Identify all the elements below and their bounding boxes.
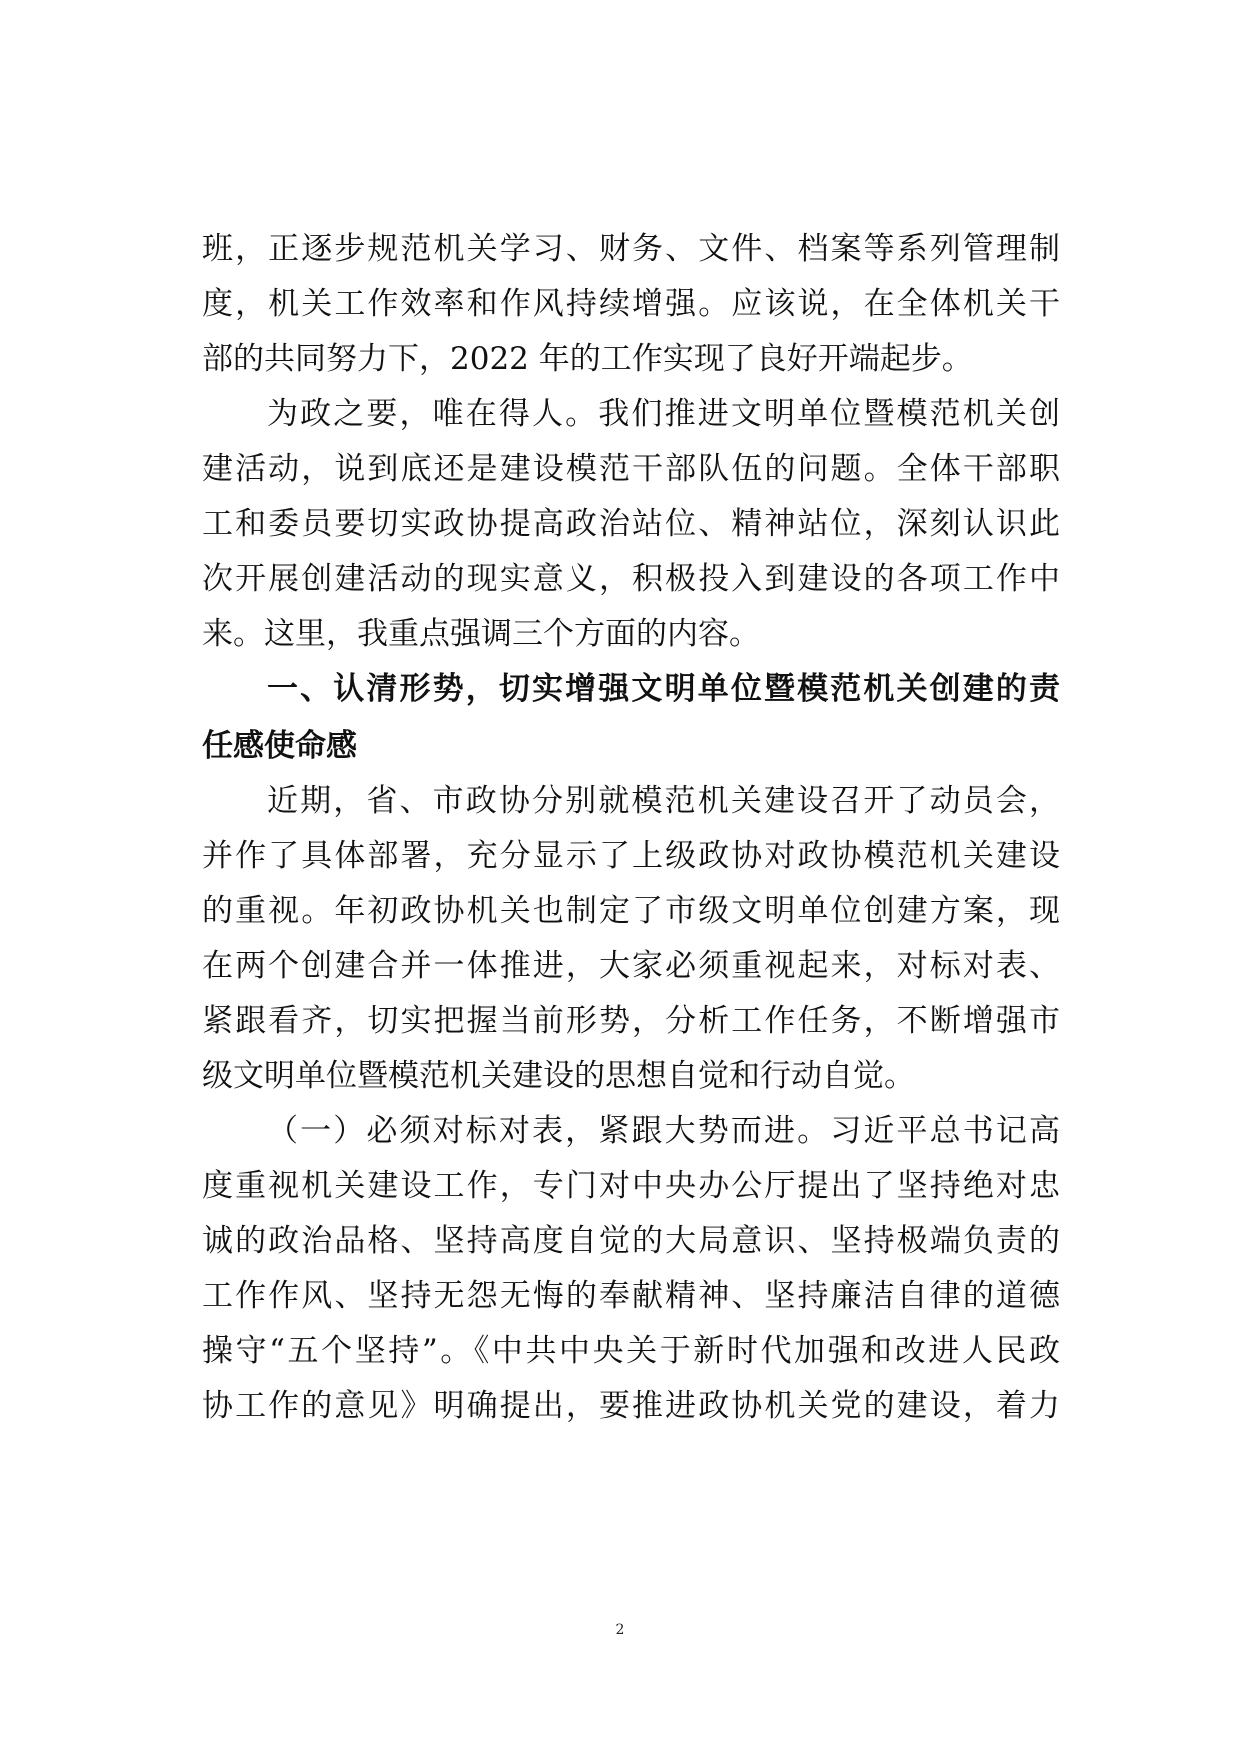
page-number: 2 <box>615 1622 625 1638</box>
paragraph-line: 在两个创建合并一体推进，大家必须重视起来，对标对表、 <box>202 948 1060 984</box>
paragraph-line: 部的共同努力下，2022 年的工作实现了良好开端起步。 <box>202 341 973 377</box>
paragraph-line: 工作作风、坚持无怨无悔的奉献精神、坚持廉洁自律的道德 <box>202 1278 1060 1314</box>
paragraph-line: 次开展创建活动的现实意义，积极投入到建设的各项工作中 <box>202 561 1060 597</box>
section-heading: 一、认清形势，切实增强文明单位暨模范机关创建的责 <box>267 671 1060 707</box>
section-heading: 任感使命感 <box>202 728 357 764</box>
paragraph-line: 度，机关工作效率和作风持续增强。应该说，在全体机关干 <box>202 286 1060 322</box>
paragraph-line: 并作了具体部署，充分显示了上级政协对政协模范机关建设 <box>202 838 1060 874</box>
paragraph-line: （一）必须对标对表，紧跟大势而进。习近平总书记高 <box>267 1113 1060 1149</box>
paragraph-line: 操守“五个坚持”。《中共中央关于新时代加强和改进人民政 <box>202 1333 1060 1369</box>
paragraph-line: 近期，省、市政协分别就模范机关建设召开了动员会， <box>267 783 1060 819</box>
paragraph-line: 诚的政治品格、坚持高度自觉的大局意识、坚持极端负责的 <box>202 1223 1060 1259</box>
paragraph-line: 度重视机关建设工作，专门对中央办公厅提出了坚持绝对忠 <box>202 1168 1060 1204</box>
paragraph-line: 协工作的意见》明确提出，要推进政协机关党的建设，着力 <box>202 1388 1060 1424</box>
paragraph-line: 来。这里，我重点强调三个方面的内容。 <box>202 616 760 652</box>
paragraph-line: 工和委员要切实政协提高政治站位、精神站位，深刻认识此 <box>202 506 1060 542</box>
paragraph-line: 为政之要，唯在得人。我们推进文明单位暨模范机关创 <box>267 396 1060 432</box>
paragraph-line: 级文明单位暨模范机关建设的思想自觉和行动自觉。 <box>202 1058 915 1094</box>
paragraph-line: 班，正逐步规范机关学习、财务、文件、档案等系列管理制 <box>202 231 1060 267</box>
paragraph-line: 建活动，说到底还是建设模范干部队伍的问题。全体干部职 <box>202 451 1060 487</box>
paragraph-line: 的重视。年初政协机关也制定了市级文明单位创建方案，现 <box>202 893 1060 929</box>
paragraph-line: 紧跟看齐，切实把握当前形势，分析工作任务，不断增强市 <box>202 1003 1060 1039</box>
